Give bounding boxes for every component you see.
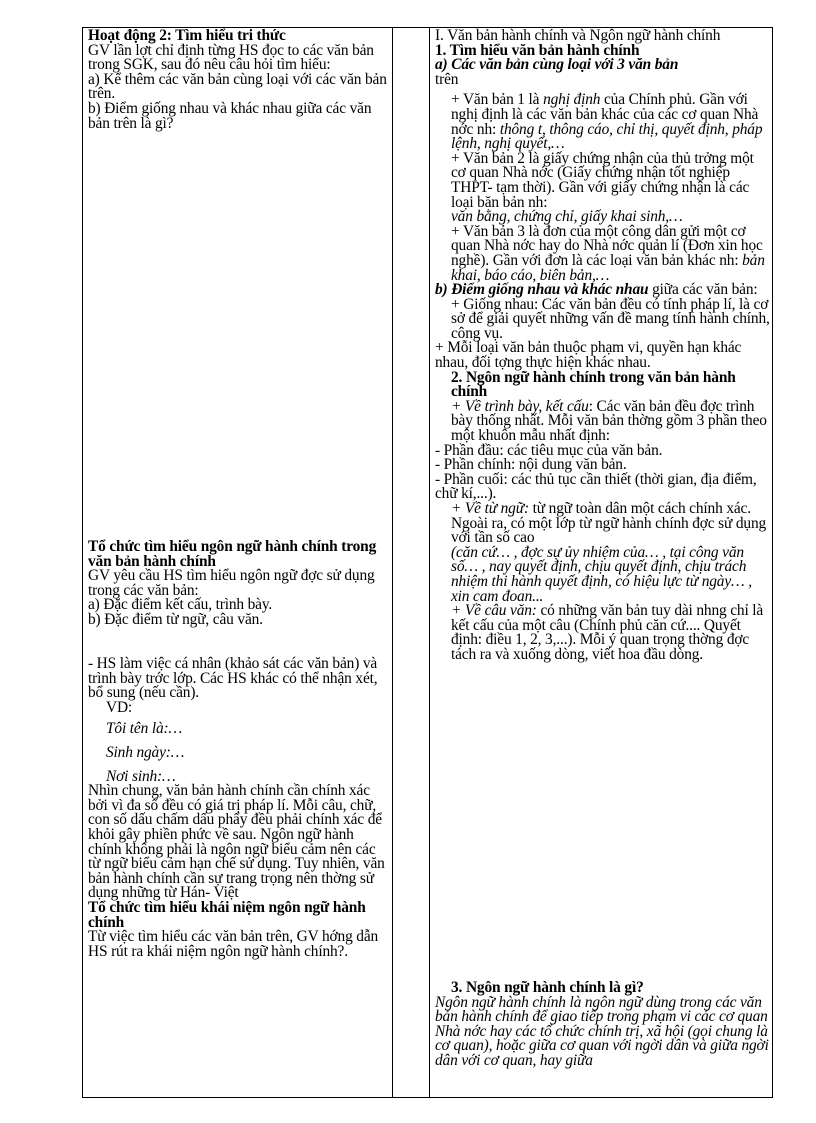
layout-paragraph	[435, 397, 770, 445]
subheading-a-title: a) Các văn bản cùng loại với 3 văn bản	[435, 56, 679, 74]
definition-block	[435, 981, 770, 1069]
sentence-paragraph	[435, 604, 770, 662]
wording-text: từ ngữ toàn dân một cách chính xác. Ngoài ra, có một lớp từ ngữ hành chính đợc sử dụng với tần số cao	[451, 500, 767, 547]
sentence-label: + Về câu văn:	[451, 602, 537, 620]
lesson-table	[82, 27, 773, 1098]
organize-block	[88, 540, 388, 628]
part-main: - Phần chính: nội dung văn bản.	[435, 456, 627, 474]
sentence-text: có những văn bản tuy dài nhng chỉ là kết cấu của một câu (Chính phủ căn cứ.... Quyết định: điều 1, 2, 3,...). Mỗi ý quan trọng thờng đợc tách ra và xuống dòng, viết hoa đầu dòng.	[451, 602, 764, 663]
organize-b: b) Đặc điểm từ ngữ, câu văn.	[88, 610, 263, 628]
document-1-list: thông t, thông cáo, chỉ thị, quyết định, pháp lệnh, nghị quyết,…	[451, 120, 763, 153]
definition-text: Ngôn ngữ hành chính là ngôn ngữ dùng trong các văn bản hành chính để giao tiếp trong phạm vi các cơ quan Nhà nớc hay các tổ chức chính trị, xã hội (gọi chung là cơ quan), hoặc giữa cơ quan với ngời dân và giữa ngời dân với cơ quan, hay giữa	[435, 993, 769, 1069]
differences: + Mỗi loại văn bản thuộc phạm vi, quyền hạn khác nhau, đối tợng thực hiện khác nhau.	[435, 339, 742, 372]
vd-label: VD:	[106, 698, 133, 716]
document-1-text: + Văn bản 1 là	[451, 91, 544, 109]
heading-2: 2. Ngôn ngữ hành chính trong văn bản hành chính	[451, 368, 736, 401]
activity2-text: GV lần lợt chỉ định từng HS đọc to các văn bản trong SGK, sau đó nêu câu hỏi tìm hiểu:	[88, 41, 374, 74]
example-name: Tôi tên là:…	[106, 720, 183, 738]
document-1-rest: của Chính phủ. Gần với nghị định là các văn bản khác của các cơ quan Nhà nớc nh:	[451, 91, 759, 138]
organize-a: a) Đặc điểm kết cấu, trình bày.	[88, 596, 273, 614]
concept-text: Từ việc tìm hiểu các văn bản trên, GV hớng dẫn HS rút ra khái niệm ngôn ngữ hành chính?.	[88, 928, 379, 960]
document-3	[435, 222, 770, 284]
organize-title: Tổ chức tìm hiểu ngôn ngữ hành chính trong văn bản hành chính	[88, 538, 377, 570]
wording-label: + Về từ ngữ:	[451, 500, 529, 517]
part-end: - Phần cuối: các thủ tục cần thiết (thời gian, địa điểm, chữ kí,...).	[435, 470, 757, 503]
example-birth: Sinh ngày:…	[106, 743, 185, 761]
similarities: + Giống nhau: Các văn bản đều có tính pháp lí, là cơ sở để giải quyết những vấn đề mang tính hành chính, công vụ.	[451, 295, 770, 342]
subheading-b-tail: giữa các văn bản:	[648, 281, 758, 299]
hs-work-text: - HS làm việc cá nhân (khảo sát các văn bản) và trình bày trớc lớp. Các HS khác có thể nhận xét, bổ sung (nếu cần).	[88, 655, 378, 702]
document-3-list: bản khai, báo cáo, biên bản,…	[451, 251, 765, 284]
document-1-em: nghị định	[543, 91, 601, 109]
subheading-a-tail: trên	[435, 70, 459, 88]
section-title: I. Văn bản hành chính và Ngôn ngữ hành chính	[435, 27, 721, 44]
document-1	[435, 93, 770, 151]
knowledge-block	[435, 29, 770, 663]
question-a: a) Kể thêm các văn bản cùng loại với các văn bản trên.	[88, 70, 387, 103]
subheading-a	[435, 58, 770, 87]
summary-text: Nhìn chung, văn bản hành chính cần chính xác bởi vì đa số đều có giá trị pháp lí. Mỗi câu, chữ, con số dấu chấm dấu phẩy đều phải chính xác để khỏi gây phiền phức về sau. Ngôn ngữ hành chính không phải là ngôn ngữ biểu cảm nên các từ ngữ biểu cảm hạn chế sử dụng. Tuy nhiên, văn bản hành chính cần sự trang trọng nên thờng sử dụng những từ Hán- Việt	[88, 782, 385, 902]
activity2-title: Hoạt động 2: Tìm hiểu tri thức	[88, 27, 286, 44]
column-divider	[392, 28, 393, 1097]
part-head: - Phần đầu: các tiêu mục của văn bản.	[435, 441, 663, 459]
layout-label: + Về trình bày, kết cấu	[451, 397, 589, 415]
organize-text: GV yêu cầu HS tìm hiểu ngôn ngữ đợc sử dụng trong các văn bản:	[88, 567, 375, 599]
question-b: b) Điểm giống nhau và khác nhau giữa các văn bản trên là gì?	[88, 99, 372, 132]
document-3-text: + Văn bản 3 là đơn của một công dân gửi một cơ quan Nhà nớc hay do Nhà nớc quản lí (Đơn xin học nghề). Gần với đơn là các loại văn bản khác nh:	[451, 222, 763, 269]
wording-paragraph	[435, 502, 770, 604]
document-2	[435, 149, 770, 226]
document-2-text: + Văn bản 2 là giấy chứng nhận của thủ trởng một cơ quan Nhà nớc (Giấy chứng nhận tốt nghiệp THPT- tạm thời). Gần với giấy chứng nhận là các loại băn bản nh:	[451, 149, 754, 211]
heading-3: 3. Ngôn ngữ hành chính là gì?	[451, 979, 644, 996]
heading-1: 1. Tìm hiểu văn bản hành chính	[435, 41, 640, 59]
example-place: Nơi sinh:…	[106, 767, 176, 785]
hs-work-block	[88, 657, 388, 959]
document-2-list: văn bằng, chứng chỉ, giấy khai sinh,…	[451, 208, 683, 226]
layout-text: : Các văn bản đều đợc trình bày thống nhất. Mỗi văn bản thờng gồm 3 phần theo một khuôn mẫu nhất định:	[451, 397, 767, 445]
column-divider	[429, 28, 430, 1097]
wording-examples: (căn cứ… , đợc sự ủy nhiệm của… , tại công văn số… , nay quyết định, chịu quyết định, chịu trách nhiệm thi hành quyết định, có hiệu lực từ ngày… , xin cam đoan...	[451, 543, 752, 605]
concept-title: Tổ chức tìm hiểu khái niệm ngôn ngữ hành chính	[88, 898, 366, 931]
subheading-b-title: b) Điểm giống nhau và khác nhau	[435, 281, 649, 299]
activity2-block	[88, 29, 388, 131]
